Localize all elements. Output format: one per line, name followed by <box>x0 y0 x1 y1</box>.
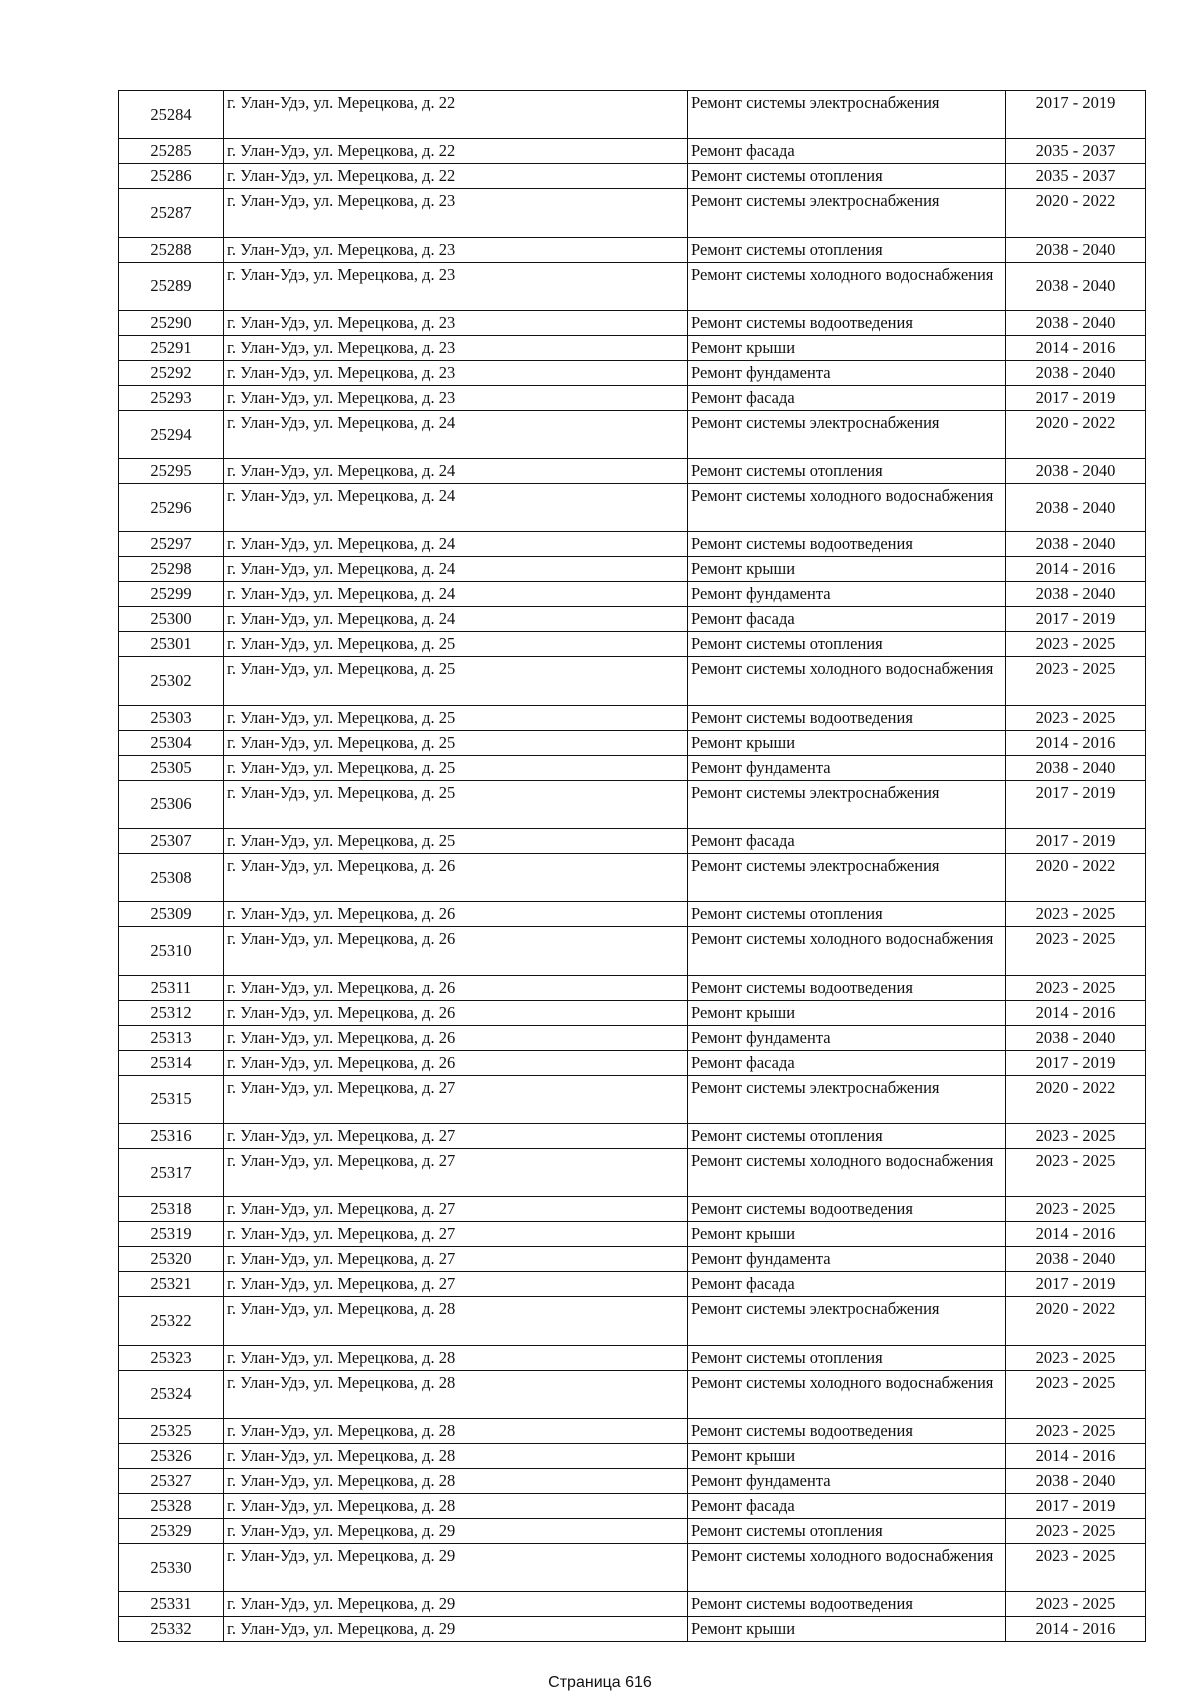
row-id-cell: 25289 <box>119 262 224 310</box>
period-cell: 2020 - 2022 <box>1006 189 1146 237</box>
work-type-cell: Ремонт системы холодного водоснабжения <box>688 262 1006 310</box>
row-id-cell: 25330 <box>119 1543 224 1591</box>
table-row <box>119 385 1146 410</box>
work-type-cell: Ремонт системы холодного водоснабжения <box>688 484 1006 532</box>
period-cell: 2023 - 2025 <box>1006 632 1146 657</box>
period-cell: 2017 - 2019 <box>1006 829 1146 854</box>
table-row <box>119 1493 1146 1518</box>
work-type-cell: Ремонт системы отопления <box>688 459 1006 484</box>
period-cell: 2017 - 2019 <box>1006 1272 1146 1297</box>
row-id-cell: 25295 <box>119 459 224 484</box>
row-id-cell: 25309 <box>119 902 224 927</box>
table-row <box>119 1345 1146 1370</box>
table-row <box>119 1592 1146 1617</box>
period-cell: 2038 - 2040 <box>1006 582 1146 607</box>
row-id-cell: 25329 <box>119 1518 224 1543</box>
table-row <box>119 335 1146 360</box>
period-cell: 2014 - 2016 <box>1006 730 1146 755</box>
period-cell: 2023 - 2025 <box>1006 1370 1146 1418</box>
row-id-cell: 25316 <box>119 1123 224 1148</box>
table-row <box>119 1247 1146 1272</box>
work-type-cell: Ремонт фасада <box>688 1272 1006 1297</box>
table-row <box>119 1543 1146 1591</box>
address-cell: г. Улан-Удэ, ул. Мерецкова, д. 27 <box>224 1272 688 1297</box>
table-row <box>119 705 1146 730</box>
period-cell: 2035 - 2037 <box>1006 139 1146 164</box>
period-cell: 2038 - 2040 <box>1006 755 1146 780</box>
table-row <box>119 1075 1146 1123</box>
period-cell: 2023 - 2025 <box>1006 902 1146 927</box>
row-id-cell: 25308 <box>119 854 224 902</box>
address-cell: г. Улан-Удэ, ул. Мерецкова, д. 28 <box>224 1443 688 1468</box>
address-cell: г. Улан-Удэ, ул. Мерецкова, д. 23 <box>224 237 688 262</box>
period-cell: 2014 - 2016 <box>1006 335 1146 360</box>
work-type-cell: Ремонт системы отопления <box>688 1123 1006 1148</box>
row-id-cell: 25300 <box>119 607 224 632</box>
period-cell: 2038 - 2040 <box>1006 459 1146 484</box>
address-cell: г. Улан-Удэ, ул. Мерецкова, д. 25 <box>224 780 688 828</box>
row-id-cell: 25310 <box>119 927 224 975</box>
table-row <box>119 532 1146 557</box>
period-cell: 2023 - 2025 <box>1006 927 1146 975</box>
table-row <box>119 1025 1146 1050</box>
table-row <box>119 582 1146 607</box>
work-type-cell: Ремонт системы холодного водоснабжения <box>688 657 1006 705</box>
row-id-cell: 25302 <box>119 657 224 705</box>
table-row <box>119 459 1146 484</box>
table-row <box>119 1443 1146 1468</box>
work-type-cell: Ремонт системы электроснабжения <box>688 189 1006 237</box>
address-cell: г. Улан-Удэ, ул. Мерецкова, д. 25 <box>224 829 688 854</box>
row-id-cell: 25321 <box>119 1272 224 1297</box>
address-cell: г. Улан-Удэ, ул. Мерецкова, д. 26 <box>224 854 688 902</box>
period-cell: 2038 - 2040 <box>1006 484 1146 532</box>
period-cell: 2023 - 2025 <box>1006 705 1146 730</box>
address-cell: г. Улан-Удэ, ул. Мерецкова, д. 28 <box>224 1345 688 1370</box>
table-row <box>119 1617 1146 1642</box>
address-cell: г. Улан-Удэ, ул. Мерецкова, д. 25 <box>224 657 688 705</box>
address-cell: г. Улан-Удэ, ул. Мерецкова, д. 26 <box>224 902 688 927</box>
period-cell: 2038 - 2040 <box>1006 310 1146 335</box>
table-row <box>119 1148 1146 1196</box>
row-id-cell: 25319 <box>119 1222 224 1247</box>
work-type-cell: Ремонт системы водоотведения <box>688 705 1006 730</box>
address-cell: г. Улан-Удэ, ул. Мерецкова, д. 25 <box>224 730 688 755</box>
row-id-cell: 25298 <box>119 557 224 582</box>
period-cell: 2023 - 2025 <box>1006 657 1146 705</box>
address-cell: г. Улан-Удэ, ул. Мерецкова, д. 24 <box>224 410 688 458</box>
table-row <box>119 1297 1146 1345</box>
period-cell: 2014 - 2016 <box>1006 1000 1146 1025</box>
table-row <box>119 657 1146 705</box>
row-id-cell: 25304 <box>119 730 224 755</box>
row-id-cell: 25305 <box>119 755 224 780</box>
address-cell: г. Улан-Удэ, ул. Мерецкова, д. 28 <box>224 1468 688 1493</box>
row-id-cell: 25306 <box>119 780 224 828</box>
work-type-cell: Ремонт фундамента <box>688 582 1006 607</box>
period-cell: 2023 - 2025 <box>1006 1345 1146 1370</box>
row-id-cell: 25312 <box>119 1000 224 1025</box>
period-cell: 2023 - 2025 <box>1006 1418 1146 1443</box>
address-cell: г. Улан-Удэ, ул. Мерецкова, д. 23 <box>224 385 688 410</box>
work-type-cell: Ремонт фасада <box>688 607 1006 632</box>
table-row <box>119 1222 1146 1247</box>
period-cell: 2038 - 2040 <box>1006 1025 1146 1050</box>
work-type-cell: Ремонт системы отопления <box>688 632 1006 657</box>
period-cell: 2017 - 2019 <box>1006 385 1146 410</box>
work-type-cell: Ремонт фундамента <box>688 755 1006 780</box>
work-type-cell: Ремонт системы электроснабжения <box>688 854 1006 902</box>
row-id-cell: 25315 <box>119 1075 224 1123</box>
work-type-cell: Ремонт системы отопления <box>688 164 1006 189</box>
work-type-cell: Ремонт системы водоотведения <box>688 975 1006 1000</box>
row-id-cell: 25332 <box>119 1617 224 1642</box>
address-cell: г. Улан-Удэ, ул. Мерецкова, д. 25 <box>224 755 688 780</box>
row-id-cell: 25317 <box>119 1148 224 1196</box>
address-cell: г. Улан-Удэ, ул. Мерецкова, д. 26 <box>224 1025 688 1050</box>
work-type-cell: Ремонт крыши <box>688 730 1006 755</box>
period-cell: 2023 - 2025 <box>1006 1543 1146 1591</box>
address-cell: г. Улан-Удэ, ул. Мерецкова, д. 26 <box>224 1000 688 1025</box>
row-id-cell: 25301 <box>119 632 224 657</box>
address-cell: г. Улан-Удэ, ул. Мерецкова, д. 24 <box>224 532 688 557</box>
address-cell: г. Улан-Удэ, ул. Мерецкова, д. 24 <box>224 459 688 484</box>
period-cell: 2020 - 2022 <box>1006 1297 1146 1345</box>
row-id-cell: 25307 <box>119 829 224 854</box>
row-id-cell: 25323 <box>119 1345 224 1370</box>
work-type-cell: Ремонт системы электроснабжения <box>688 1075 1006 1123</box>
period-cell: 2023 - 2025 <box>1006 1148 1146 1196</box>
period-cell: 2038 - 2040 <box>1006 360 1146 385</box>
work-type-cell: Ремонт системы водоотведения <box>688 310 1006 335</box>
row-id-cell: 25296 <box>119 484 224 532</box>
address-cell: г. Улан-Удэ, ул. Мерецкова, д. 28 <box>224 1418 688 1443</box>
address-cell: г. Улан-Удэ, ул. Мерецкова, д. 26 <box>224 927 688 975</box>
period-cell: 2023 - 2025 <box>1006 1518 1146 1543</box>
work-type-cell: Ремонт фундамента <box>688 360 1006 385</box>
work-type-cell: Ремонт фасада <box>688 1493 1006 1518</box>
table-row <box>119 189 1146 237</box>
row-id-cell: 25297 <box>119 532 224 557</box>
period-cell: 2038 - 2040 <box>1006 1468 1146 1493</box>
row-id-cell: 25299 <box>119 582 224 607</box>
period-cell: 2020 - 2022 <box>1006 854 1146 902</box>
table-row <box>119 237 1146 262</box>
address-cell: г. Улан-Удэ, ул. Мерецкова, д. 25 <box>224 632 688 657</box>
work-type-cell: Ремонт фасада <box>688 385 1006 410</box>
table-row <box>119 310 1146 335</box>
address-cell: г. Улан-Удэ, ул. Мерецкова, д. 29 <box>224 1518 688 1543</box>
table-row <box>119 975 1146 1000</box>
table-row <box>119 91 1146 139</box>
table-row <box>119 755 1146 780</box>
row-id-cell: 25314 <box>119 1050 224 1075</box>
table-row <box>119 1468 1146 1493</box>
period-cell: 2014 - 2016 <box>1006 1617 1146 1642</box>
work-type-cell: Ремонт системы отопления <box>688 902 1006 927</box>
address-cell: г. Улан-Удэ, ул. Мерецкова, д. 23 <box>224 360 688 385</box>
work-type-cell: Ремонт системы холодного водоснабжения <box>688 1543 1006 1591</box>
work-type-cell: Ремонт системы отопления <box>688 237 1006 262</box>
table-row <box>119 854 1146 902</box>
period-cell: 2020 - 2022 <box>1006 1075 1146 1123</box>
row-id-cell: 25284 <box>119 91 224 139</box>
address-cell: г. Улан-Удэ, ул. Мерецкова, д. 27 <box>224 1197 688 1222</box>
address-cell: г. Улан-Удэ, ул. Мерецкова, д. 28 <box>224 1370 688 1418</box>
period-cell: 2017 - 2019 <box>1006 780 1146 828</box>
period-cell: 2038 - 2040 <box>1006 237 1146 262</box>
table-row <box>119 139 1146 164</box>
address-cell: г. Улан-Удэ, ул. Мерецкова, д. 24 <box>224 607 688 632</box>
period-cell: 2038 - 2040 <box>1006 262 1146 310</box>
address-cell: г. Улан-Удэ, ул. Мерецкова, д. 27 <box>224 1247 688 1272</box>
address-cell: г. Улан-Удэ, ул. Мерецкова, д. 23 <box>224 189 688 237</box>
row-id-cell: 25322 <box>119 1297 224 1345</box>
period-cell: 2035 - 2037 <box>1006 164 1146 189</box>
table-row <box>119 1518 1146 1543</box>
table-row <box>119 1050 1146 1075</box>
address-cell: г. Улан-Удэ, ул. Мерецкова, д. 27 <box>224 1148 688 1196</box>
table-row <box>119 484 1146 532</box>
period-cell: 2020 - 2022 <box>1006 410 1146 458</box>
work-type-cell: Ремонт фасада <box>688 1050 1006 1075</box>
address-cell: г. Улан-Удэ, ул. Мерецкова, д. 26 <box>224 975 688 1000</box>
repair-schedule-table <box>118 90 1146 1642</box>
address-cell: г. Улан-Удэ, ул. Мерецкова, д. 28 <box>224 1297 688 1345</box>
table-row <box>119 557 1146 582</box>
table-row <box>119 360 1146 385</box>
row-id-cell: 25290 <box>119 310 224 335</box>
row-id-cell: 25311 <box>119 975 224 1000</box>
work-type-cell: Ремонт крыши <box>688 557 1006 582</box>
period-cell: 2017 - 2019 <box>1006 1050 1146 1075</box>
address-cell: г. Улан-Удэ, ул. Мерецкова, д. 25 <box>224 705 688 730</box>
row-id-cell: 25313 <box>119 1025 224 1050</box>
row-id-cell: 25331 <box>119 1592 224 1617</box>
work-type-cell: Ремонт крыши <box>688 1000 1006 1025</box>
row-id-cell: 25286 <box>119 164 224 189</box>
work-type-cell: Ремонт системы водоотведения <box>688 532 1006 557</box>
table-row <box>119 730 1146 755</box>
row-id-cell: 25325 <box>119 1418 224 1443</box>
work-type-cell: Ремонт крыши <box>688 1443 1006 1468</box>
work-type-cell: Ремонт системы водоотведения <box>688 1418 1006 1443</box>
work-type-cell: Ремонт системы электроснабжения <box>688 91 1006 139</box>
row-id-cell: 25292 <box>119 360 224 385</box>
work-type-cell: Ремонт фундамента <box>688 1025 1006 1050</box>
row-id-cell: 25294 <box>119 410 224 458</box>
address-cell: г. Улан-Удэ, ул. Мерецкова, д. 24 <box>224 557 688 582</box>
table-row <box>119 607 1146 632</box>
work-type-cell: Ремонт крыши <box>688 1617 1006 1642</box>
work-type-cell: Ремонт системы электроснабжения <box>688 410 1006 458</box>
work-type-cell: Ремонт фундамента <box>688 1468 1006 1493</box>
row-id-cell: 25327 <box>119 1468 224 1493</box>
address-cell: г. Улан-Удэ, ул. Мерецкова, д. 22 <box>224 164 688 189</box>
row-id-cell: 25287 <box>119 189 224 237</box>
address-cell: г. Улан-Удэ, ул. Мерецкова, д. 29 <box>224 1592 688 1617</box>
table-row <box>119 927 1146 975</box>
table-row <box>119 1418 1146 1443</box>
work-type-cell: Ремонт фасада <box>688 139 1006 164</box>
row-id-cell: 25293 <box>119 385 224 410</box>
row-id-cell: 25303 <box>119 705 224 730</box>
address-cell: г. Улан-Удэ, ул. Мерецкова, д. 27 <box>224 1222 688 1247</box>
table-row <box>119 1123 1146 1148</box>
work-type-cell: Ремонт фундамента <box>688 1247 1006 1272</box>
row-id-cell: 25326 <box>119 1443 224 1468</box>
work-type-cell: Ремонт системы водоотведения <box>688 1197 1006 1222</box>
table-row <box>119 632 1146 657</box>
period-cell: 2023 - 2025 <box>1006 1592 1146 1617</box>
table-row <box>119 410 1146 458</box>
work-type-cell: Ремонт фасада <box>688 829 1006 854</box>
address-cell: г. Улан-Удэ, ул. Мерецкова, д. 22 <box>224 91 688 139</box>
address-cell: г. Улан-Удэ, ул. Мерецкова, д. 23 <box>224 335 688 360</box>
work-type-cell: Ремонт крыши <box>688 335 1006 360</box>
table-row <box>119 902 1146 927</box>
period-cell: 2014 - 2016 <box>1006 557 1146 582</box>
table-row <box>119 1197 1146 1222</box>
period-cell: 2017 - 2019 <box>1006 607 1146 632</box>
table-body <box>119 91 1146 1642</box>
period-cell: 2023 - 2025 <box>1006 1197 1146 1222</box>
work-type-cell: Ремонт системы холодного водоснабжения <box>688 1148 1006 1196</box>
period-cell: 2014 - 2016 <box>1006 1222 1146 1247</box>
row-id-cell: 25320 <box>119 1247 224 1272</box>
address-cell: г. Улан-Удэ, ул. Мерецкова, д. 27 <box>224 1123 688 1148</box>
row-id-cell: 25291 <box>119 335 224 360</box>
period-cell: 2038 - 2040 <box>1006 1247 1146 1272</box>
work-type-cell: Ремонт системы электроснабжения <box>688 1297 1006 1345</box>
period-cell: 2023 - 2025 <box>1006 975 1146 1000</box>
period-cell: 2014 - 2016 <box>1006 1443 1146 1468</box>
table-row <box>119 164 1146 189</box>
row-id-cell: 25285 <box>119 139 224 164</box>
table-row <box>119 1000 1146 1025</box>
work-type-cell: Ремонт системы холодного водоснабжения <box>688 1370 1006 1418</box>
work-type-cell: Ремонт системы водоотведения <box>688 1592 1006 1617</box>
address-cell: г. Улан-Удэ, ул. Мерецкова, д. 29 <box>224 1617 688 1642</box>
period-cell: 2023 - 2025 <box>1006 1123 1146 1148</box>
address-cell: г. Улан-Удэ, ул. Мерецкова, д. 29 <box>224 1543 688 1591</box>
table-row <box>119 1370 1146 1418</box>
work-type-cell: Ремонт крыши <box>688 1222 1006 1247</box>
address-cell: г. Улан-Удэ, ул. Мерецкова, д. 27 <box>224 1075 688 1123</box>
work-type-cell: Ремонт системы отопления <box>688 1345 1006 1370</box>
work-type-cell: Ремонт системы холодного водоснабжения <box>688 927 1006 975</box>
address-cell: г. Улан-Удэ, ул. Мерецкова, д. 23 <box>224 262 688 310</box>
period-cell: 2017 - 2019 <box>1006 1493 1146 1518</box>
row-id-cell: 25288 <box>119 237 224 262</box>
address-cell: г. Улан-Удэ, ул. Мерецкова, д. 23 <box>224 310 688 335</box>
address-cell: г. Улан-Удэ, ул. Мерецкова, д. 24 <box>224 582 688 607</box>
address-cell: г. Улан-Удэ, ул. Мерецкова, д. 28 <box>224 1493 688 1518</box>
address-cell: г. Улан-Удэ, ул. Мерецкова, д. 22 <box>224 139 688 164</box>
work-type-cell: Ремонт системы отопления <box>688 1518 1006 1543</box>
work-type-cell: Ремонт системы электроснабжения <box>688 780 1006 828</box>
row-id-cell: 25328 <box>119 1493 224 1518</box>
table-row <box>119 829 1146 854</box>
address-cell: г. Улан-Удэ, ул. Мерецкова, д. 26 <box>224 1050 688 1075</box>
period-cell: 2038 - 2040 <box>1006 532 1146 557</box>
address-cell: г. Улан-Удэ, ул. Мерецкова, д. 24 <box>224 484 688 532</box>
period-cell: 2017 - 2019 <box>1006 91 1146 139</box>
table-row <box>119 780 1146 828</box>
page-number: Страница 616 <box>548 1674 652 1691</box>
row-id-cell: 25324 <box>119 1370 224 1418</box>
row-id-cell: 25318 <box>119 1197 224 1222</box>
table-row <box>119 1272 1146 1297</box>
table-row <box>119 262 1146 310</box>
